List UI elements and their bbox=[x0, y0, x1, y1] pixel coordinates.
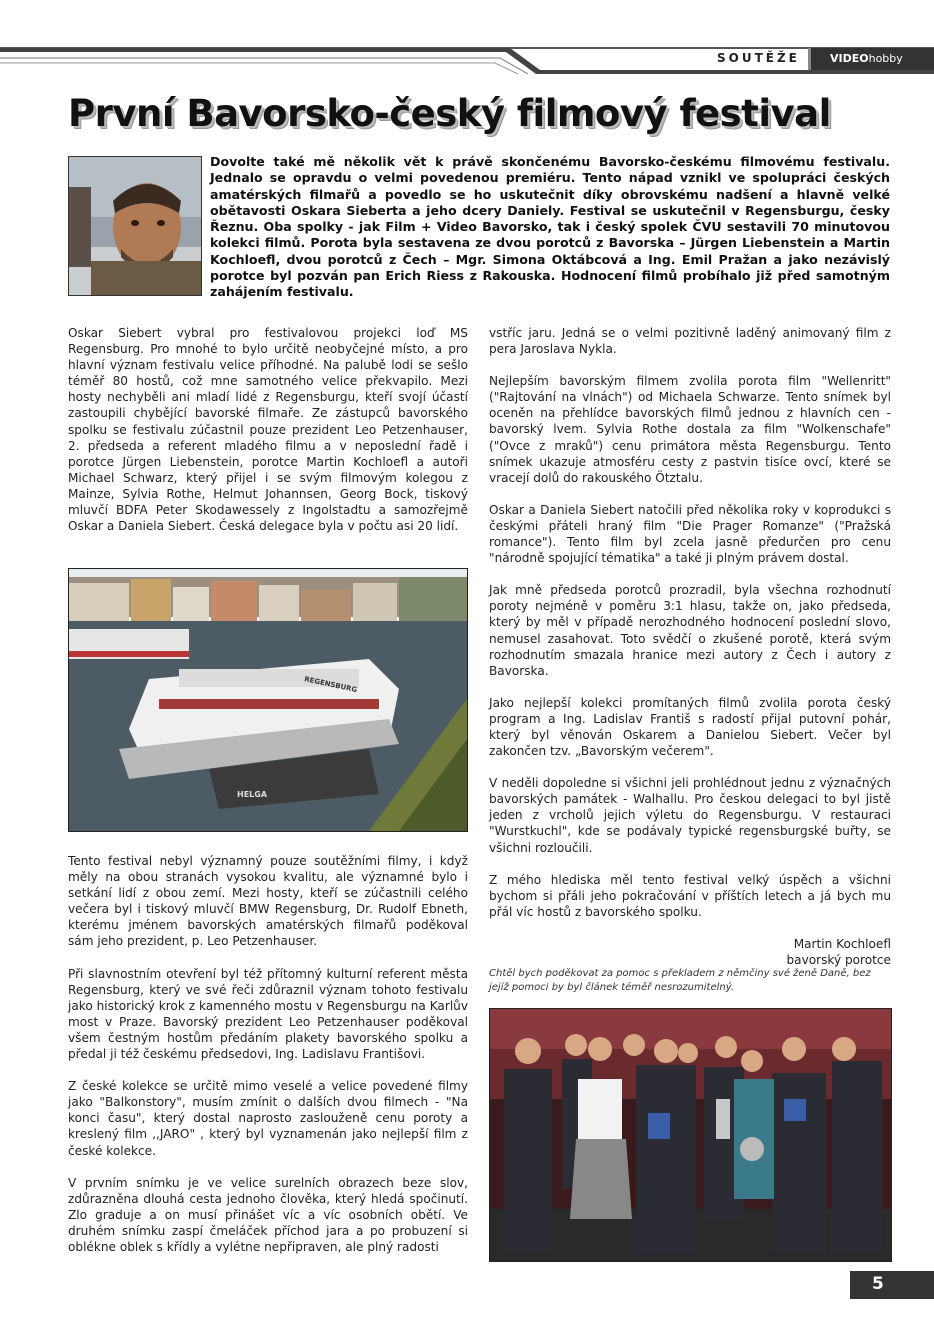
group-photo-image bbox=[490, 1009, 891, 1261]
group-photo bbox=[489, 1008, 892, 1262]
ship-name-label: REGENSBURG bbox=[303, 675, 358, 695]
left-column-top bbox=[68, 325, 468, 550]
paragraph: Oskar Siebert vybral pro festivalovou projekci loď MS Regensburg. Pro mnohé to bylo určitě neobyčejné místo, a pro hlavní význam festivalu velice příhodné. Na palubě lodi se sešlo téměř 80 hostů, což mne samotného velice překvapilo. Mezi hosty nechyběli ani mladí lidé z Regensburgu, kteří svojí účastí zastoupili chybějící bavorské filmaře. Ze zástupců bavorského spolku se festivalu zúčastnil pouze prezident Leo Petzenhauser, 2. předseda a referent mladého filmu a v neposlední řadě i porotce Jürgen Liebenstein, porotce Martin Kochloefl a autoři Michael Schwarz, který přijel i se svým filmovým kolegou z Mainze, Sylvia Rothe, Helmut Johannsen, Georg Bock, tiskový mluvčí BDFA Peter Skodawessely z Ingolstadtu a samozřejmě Oskar a Daniela Siebert. Česká delegace byla v počtu asi 20 lidí. bbox=[68, 326, 468, 534]
paragraph: Jako nejlepší kolekci promítaných filmů zvolila porota český program a Ing. Ladislav Františ s radostí přijal putovní pohár, který byl věnován Oskarem a Danielou Siebert. Večer byl zakončen tzv. „Bavorským večerem". bbox=[489, 695, 891, 759]
page-number-box bbox=[850, 1271, 934, 1299]
brand-part-b: hobby bbox=[868, 52, 903, 65]
paragraph: Při slavnostním otevření byl též přítomný kulturní referent města Regensburg, který ve své řeči zdůraznil význam tohoto festivalu jako historický krok z kamenného mostu v Regensburgu na Karlův most v Praze. Bavorský prezident Leo Petzenhauser poděkoval všem čestným hostům předáním plakety bavorského spolku a předal ji též českému předsedovi, Ing. Ladislavu Františovi. bbox=[68, 966, 468, 1062]
author-portrait bbox=[68, 156, 202, 296]
page-number: 5 bbox=[872, 1274, 884, 1294]
article-title: První Bavorsko-český filmový festival bbox=[68, 92, 831, 135]
portrait-image bbox=[69, 157, 201, 295]
translation-thanks-note: Chtěl bych poděkovat za pomoc s překladem z němčiny své ženě Daně, bez jejíž pomoci by byl článek téměř nesrozumitelný. bbox=[489, 968, 871, 993]
paragraph: vstříc jaru. Jedná se o velmi pozitivně laděný animovaný film z pera Jaroslava Nykla. bbox=[489, 326, 891, 357]
brand-logo bbox=[830, 52, 903, 65]
author-name: Martin Kochloefl bbox=[793, 936, 891, 951]
paragraph: Z mého hlediska měl tento festival velký úspěch a všichni bychom si přáli jeho pokračování v příštích letech a já bych mu přál víc hostů z bavorského spolku. bbox=[489, 872, 891, 919]
paragraph: Oskar a Daniela Siebert natočili před několika roky v koprodukci s českými přáteli hraný film "Die Prager Romanze" ("Pražská romance"). Tento film byl zcela jasně předurčen pro cenu "národně spojující tématika" a také ji plným právem dostal. bbox=[489, 502, 891, 566]
paragraph: Tento festival nebyl významný pouze soutěžními filmy, i když měly na obou stranách vysokou kvalitu, ale významné bylo i setkání lidí z obou zemí. Mezi hosty, kteří se zúčastnili celého večera byl i tiskový mluvčí BMW Regensburg, Dr. Rudolf Ebneth, kterému jménem bavorských amatérských filmařů poděkoval sám jeho prezident, p. Leo Petzenhauser. bbox=[68, 854, 468, 949]
boat-photo bbox=[68, 568, 468, 832]
paragraph: Nejlepším bavorským filmem zvolila porota film "Wellenritt" ("Rajtování na vlnách") od Michaela Schwarze. Tento snímek byl oceněn na přehlídce bavorských filmů jednou z hlavních cen - bavorský lvem. Sylvia Rothe dostala za film "Wolkenschafe" ("Ovce z mraků") cenu primátora města Regensburgu. Tento snímek ukazuje atmosféru cesty z pastvin tisíce ovcí, které se vracejí dolů do rakouského Ötztalu. bbox=[489, 374, 891, 485]
paragraph: Z české kolekce se určitě mimo veselé a velice povedené filmy jako "Balkonstory", musím zmínit o dalších dvou filmech - "Na konci času", který dostal naprosto zaslouženě cenu poroty a kreslený film ,,JARO" , který byl vyznamenán jako nejlepší film z české kolekce. bbox=[68, 1079, 468, 1158]
paragraph: Jak mně předseda porotců prozradil, byla všechna rozhodnutí poroty nejméně v poměru 3:1 hlasu, takže on, jako předseda, který by měl v případě nerozhodného hodnocení poslední slovo, nemusel zasahovat. Toto svědčí o zkušené porotě, která svým rozhodnutím smazala hranice mezi autory z Čech i autory z Bavorska. bbox=[489, 583, 891, 678]
right-column bbox=[489, 325, 891, 968]
author-role: bavorský porotce bbox=[786, 953, 891, 967]
brand-part-a: VIDEO bbox=[830, 52, 869, 65]
boat-name-label: HELGA bbox=[237, 790, 268, 799]
boat-photo-image bbox=[69, 569, 467, 831]
left-column-bottom bbox=[68, 853, 468, 1271]
paragraph: V prvním snímku je ve velice surelních obrazech beze slov, zdůrazněna dlouhá cesta jednoho člověka, který hledá spočinutí. Zlo graduje a on musí přinášet víc a víc osobních obětí. Ve druhém snímku zaspí čmeláček příchod jara a po probuzení si oblékne oblek s křídly a vylétne nepřipraven, ale plný radosti bbox=[68, 1175, 468, 1254]
lead-paragraph: Dovolte také mě několik vět k právě skončenému Bavorsko-českému filmovému festivalu. Jednalo se opravdu o velmi povedenou premiéru. Tento nápad vznikl ve spolupráci českých amatérských filmařů a povedlo se ho uskutečnit díky obrovskému nadšení a hlavně velké obětavosti Oskara Sieberta a jeho dcery Daniely. Festival se uskutečnil v Regensburgu, česky Řeznu. Oba spolky - jak Film + Video Bavorsko, tak i český spolek ČVU sestavili 70 minutovou kolekci filmů. Porota byla sestavena ze dvou porotců z Bavorska – Jürgen Liebenstein a Martin Kochloefl, dvou porotců z Čech – Mgr. Simona Oktábcová a Ing. Emil Pražan a jako nezávislý porotce byl pozván pan Erich Riess z Rakouska. Hodnocení filmů probíhalo již před samotným zahájením festivalu. bbox=[210, 154, 890, 300]
paragraph: V neděli dopoledne si všichni jeli prohlédnout jednu z význačných bavorských památek - Walhallu. Pro českou delegaci to byl jistě jeden z vrcholů jejich výletu do Regensburgu. V restauraci "Wurstkuchl", kde se podávaly typické regensburgské buřty, se všichni rozloučili. bbox=[489, 776, 891, 855]
section-label: SOUTĚŽE bbox=[717, 51, 800, 65]
